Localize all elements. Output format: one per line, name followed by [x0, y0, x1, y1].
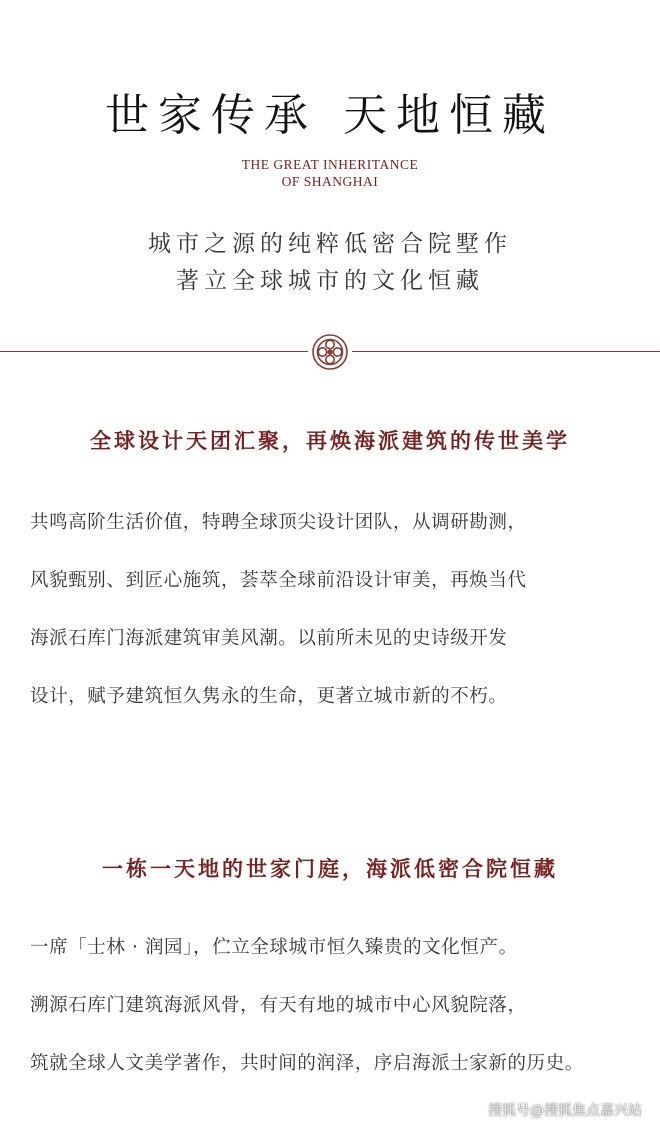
divider-line-left — [0, 351, 308, 352]
section-2-heading: 一栋一天地的世家门庭，海派低密合院恒藏 — [102, 857, 558, 881]
section-1-line: 海派石库门海派建筑审美风潮。以前所未见的史诗级开发 — [30, 628, 508, 649]
section-1-body — [30, 508, 640, 740]
tagline-line-2: 著立全球城市的文化恒藏 — [176, 268, 484, 294]
section-2-line: 溯源石库门建筑海派风骨，有天有地的城市中心风貌院落， — [30, 995, 527, 1016]
section-1-line: 风貌甄别、到匠心施筑，荟萃全球前沿设计审美，再焕当代 — [30, 570, 527, 591]
ornamental-divider — [0, 332, 660, 372]
english-subtitle-line-2: OF SHANGHAI — [281, 174, 379, 189]
title-part-2: 天地恒藏 — [343, 90, 555, 141]
section-1-line: 共鸣高阶生活价值，特聘全球顶尖设计团队，从调研勘测， — [30, 512, 527, 533]
section-1-heading: 全球设计天团汇聚，再焕海派建筑的传世美学 — [90, 429, 570, 453]
tagline — [0, 226, 660, 300]
title-part-1: 世家传承 — [105, 90, 317, 141]
tagline-line-1: 城市之源的纯粹低密合院墅作 — [148, 231, 512, 257]
section-2-body — [30, 933, 640, 1107]
page-title — [0, 88, 660, 144]
watermark: 搜狐号@搜狐焦点嘉兴站 — [488, 1103, 642, 1119]
section-2-line: 筑就全球人文美学著作，共时间的润泽，序启海派士家新的历史。 — [30, 1053, 584, 1074]
english-subtitle — [0, 156, 660, 190]
english-subtitle-line-1: THE GREAT INHERITANCE — [241, 157, 419, 172]
ornament-icon — [310, 332, 350, 372]
section-2-line: 一席「士林 · 润园」，伫立全球城市恒久臻贵的文化恒产。 — [30, 937, 518, 958]
divider-line-right — [352, 351, 660, 352]
section-1-line: 设计，赋予建筑恒久隽永的生命，更著立城市新的不朽。 — [30, 686, 508, 707]
